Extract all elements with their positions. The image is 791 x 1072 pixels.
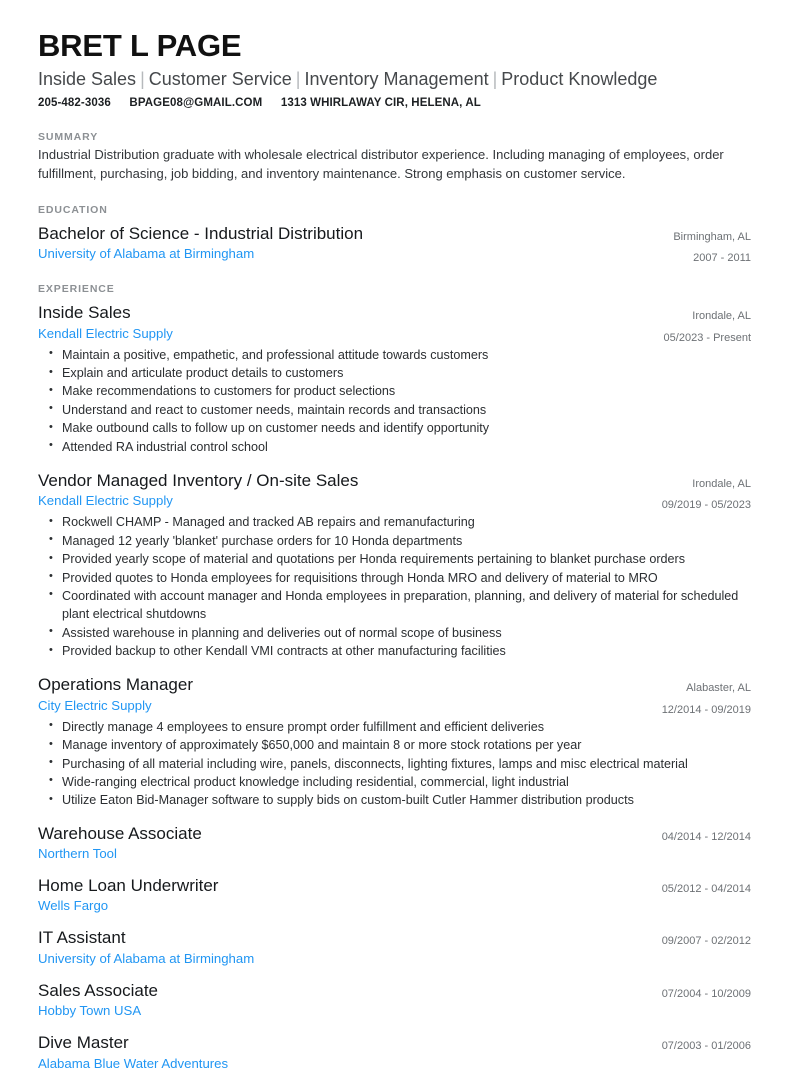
entry-bullet: • Purchasing of all material including wire, panels, disconnects, lighting fixtures, lamps and misc electrical material bbox=[48, 755, 751, 773]
entry-title: Bachelor of Science - Industrial Distribution bbox=[38, 223, 364, 243]
candidate-headline bbox=[38, 69, 751, 90]
entry-title: Home Loan Underwriter bbox=[38, 876, 219, 896]
entry-location: Alabaster, AL bbox=[686, 682, 751, 695]
entry-dates: 09/2019 - 05/2023 bbox=[661, 499, 751, 512]
entry-dates: 07/2003 - 01/2006 bbox=[661, 1040, 751, 1053]
headline-separator: | bbox=[140, 68, 145, 89]
entry-bullet: • Provided yearly scope of material and quotations per Honda requirements pertaining to blanket purchase orders bbox=[48, 550, 751, 568]
entry-meta bbox=[601, 227, 751, 270]
contact-address: 1313 WHIRLAWAY CIR, HELENA, AL bbox=[280, 97, 481, 110]
entry-bullet-list bbox=[38, 346, 751, 456]
entry-organization[interactable]: University of Alabama at Birmingham bbox=[38, 246, 255, 262]
entry-meta bbox=[601, 474, 751, 517]
entry-bullet: • Rockwell CHAMP - Managed and tracked AB repairs and remanufacturing bbox=[48, 513, 751, 531]
contact-phone[interactable]: 205-482-3036 bbox=[38, 97, 111, 110]
entry-bullet-list bbox=[38, 513, 751, 660]
entry-dates: 09/2007 - 02/2012 bbox=[661, 935, 751, 948]
experience-section bbox=[38, 283, 751, 1071]
entry-bullet: • Explain and articulate product details to customers bbox=[48, 364, 751, 382]
resume-entry bbox=[38, 927, 751, 966]
entry-location: Birmingham, AL bbox=[673, 230, 751, 243]
headline-part: Product Knowledge bbox=[501, 68, 658, 89]
entry-bullet: • Manage inventory of approximately $650,000 and maintain 8 or more stock rotations per year bbox=[48, 736, 751, 754]
headline-separator: | bbox=[492, 68, 498, 89]
entry-organization[interactable]: Alabama Blue Water Adventures bbox=[38, 1055, 229, 1071]
entry-title: Sales Associate bbox=[38, 980, 159, 1000]
entry-meta bbox=[601, 1036, 751, 1057]
education-section bbox=[38, 203, 751, 265]
entry-bullet: • Assisted warehouse in planning and deliveries out of normal scope of business bbox=[48, 624, 751, 642]
entry-meta bbox=[601, 879, 751, 900]
entry-meta bbox=[601, 306, 751, 349]
entry-dates: 12/2014 - 09/2019 bbox=[661, 703, 751, 716]
entry-bullet: • Make outbound calls to follow up on customer needs and identify opportunity bbox=[48, 419, 751, 437]
resume-entry bbox=[38, 302, 751, 456]
entry-title: IT Assistant bbox=[38, 928, 126, 948]
headline-part: Inventory Management bbox=[304, 68, 489, 89]
entry-bullet: • Provided backup to other Kendall VMI contracts at other manufacturing facilities bbox=[48, 642, 751, 660]
resume-entry bbox=[38, 223, 751, 265]
entry-bullet: • Understand and react to customer needs, maintain records and transactions bbox=[48, 401, 751, 419]
entry-title: Warehouse Associate bbox=[38, 823, 202, 843]
entry-title: Operations Manager bbox=[38, 675, 193, 695]
contact-email[interactable]: BPAGE08@GMAIL.COM bbox=[129, 97, 263, 110]
entry-bullet-list bbox=[38, 718, 751, 810]
entry-organization[interactable]: Wells Fargo bbox=[38, 898, 109, 914]
resume-entry bbox=[38, 674, 751, 809]
entry-bullet: • Maintain a positive, empathetic, and professional attitude towards customers bbox=[48, 346, 751, 364]
entry-title: Vendor Managed Inventory / On-site Sales bbox=[38, 470, 359, 490]
experience-entry-list bbox=[38, 302, 751, 1071]
entry-organization[interactable]: Kendall Electric Supply bbox=[38, 325, 173, 341]
entry-organization[interactable]: Kendall Electric Supply bbox=[38, 493, 173, 509]
resume-entry bbox=[38, 1032, 751, 1071]
entry-bullet: • Coordinated with account manager and Honda employees in preparation, planning, and delivery of material for scheduled plant electrical shutdowns bbox=[48, 587, 751, 624]
entry-dates: 2007 - 2011 bbox=[693, 252, 751, 265]
summary-heading: SUMMARY bbox=[38, 131, 99, 144]
entry-dates: 05/2012 - 04/2014 bbox=[661, 883, 751, 896]
summary-section bbox=[38, 131, 751, 184]
headline-part: Customer Service bbox=[148, 68, 292, 89]
entry-meta bbox=[601, 827, 751, 848]
resume-entry bbox=[38, 470, 751, 660]
education-heading: EDUCATION bbox=[38, 203, 108, 216]
entry-dates: 05/2023 - Present bbox=[663, 331, 751, 344]
headline-part: Inside Sales bbox=[38, 68, 137, 89]
entry-dates: 04/2014 - 12/2014 bbox=[661, 830, 751, 843]
entry-bullet: • Wide-ranging electrical product knowledge including residential, commercial, light industrial bbox=[48, 773, 751, 791]
resume-header bbox=[38, 30, 751, 109]
entry-bullet: • Make recommendations to customers for product selections bbox=[48, 382, 751, 400]
resume-entry bbox=[38, 823, 751, 862]
education-entry-list bbox=[38, 223, 751, 265]
entry-location: Irondale, AL bbox=[692, 477, 751, 490]
entry-bullet: • Attended RA industrial control school bbox=[48, 438, 751, 456]
entry-meta bbox=[601, 984, 751, 1005]
entry-organization[interactable]: City Electric Supply bbox=[38, 697, 152, 713]
entry-meta bbox=[601, 931, 751, 952]
entry-bullet: • Managed 12 yearly 'blanket' purchase orders for 10 Honda departments bbox=[48, 532, 751, 550]
resume-entry bbox=[38, 980, 751, 1019]
summary-text: Industrial Distribution graduate with wholesale electrical distributor experience. Including managing of employees, order fulfillment, purchasing, job bidding, and inventory maintenance. Strong emphasis on customer service. bbox=[38, 147, 724, 182]
entry-organization[interactable]: Northern Tool bbox=[38, 845, 117, 861]
experience-heading: EXPERIENCE bbox=[38, 283, 115, 296]
entry-title: Dive Master bbox=[38, 1033, 129, 1053]
resume-entry bbox=[38, 875, 751, 914]
entry-organization[interactable]: University of Alabama at Birmingham bbox=[38, 950, 255, 966]
entry-bullet: • Provided quotes to Honda employees for requisitions through Honda MRO and delivery of material to MRO bbox=[48, 569, 751, 587]
candidate-name: BRET L PAGE bbox=[38, 28, 242, 63]
entry-organization[interactable]: Hobby Town USA bbox=[38, 1003, 142, 1019]
entry-bullet: • Utilize Eaton Bid-Manager software to supply bids on custom-built Cutler Hammer distribution products bbox=[48, 791, 751, 809]
entry-dates: 07/2004 - 10/2009 bbox=[661, 987, 751, 1000]
entry-location: Irondale, AL bbox=[692, 310, 751, 323]
entry-meta bbox=[601, 678, 751, 721]
entry-bullet: • Directly manage 4 employees to ensure prompt order fulfillment and efficient deliveries bbox=[48, 718, 751, 736]
contact-line bbox=[38, 97, 751, 109]
headline-separator: | bbox=[295, 68, 301, 89]
entry-title: Inside Sales bbox=[38, 303, 131, 323]
